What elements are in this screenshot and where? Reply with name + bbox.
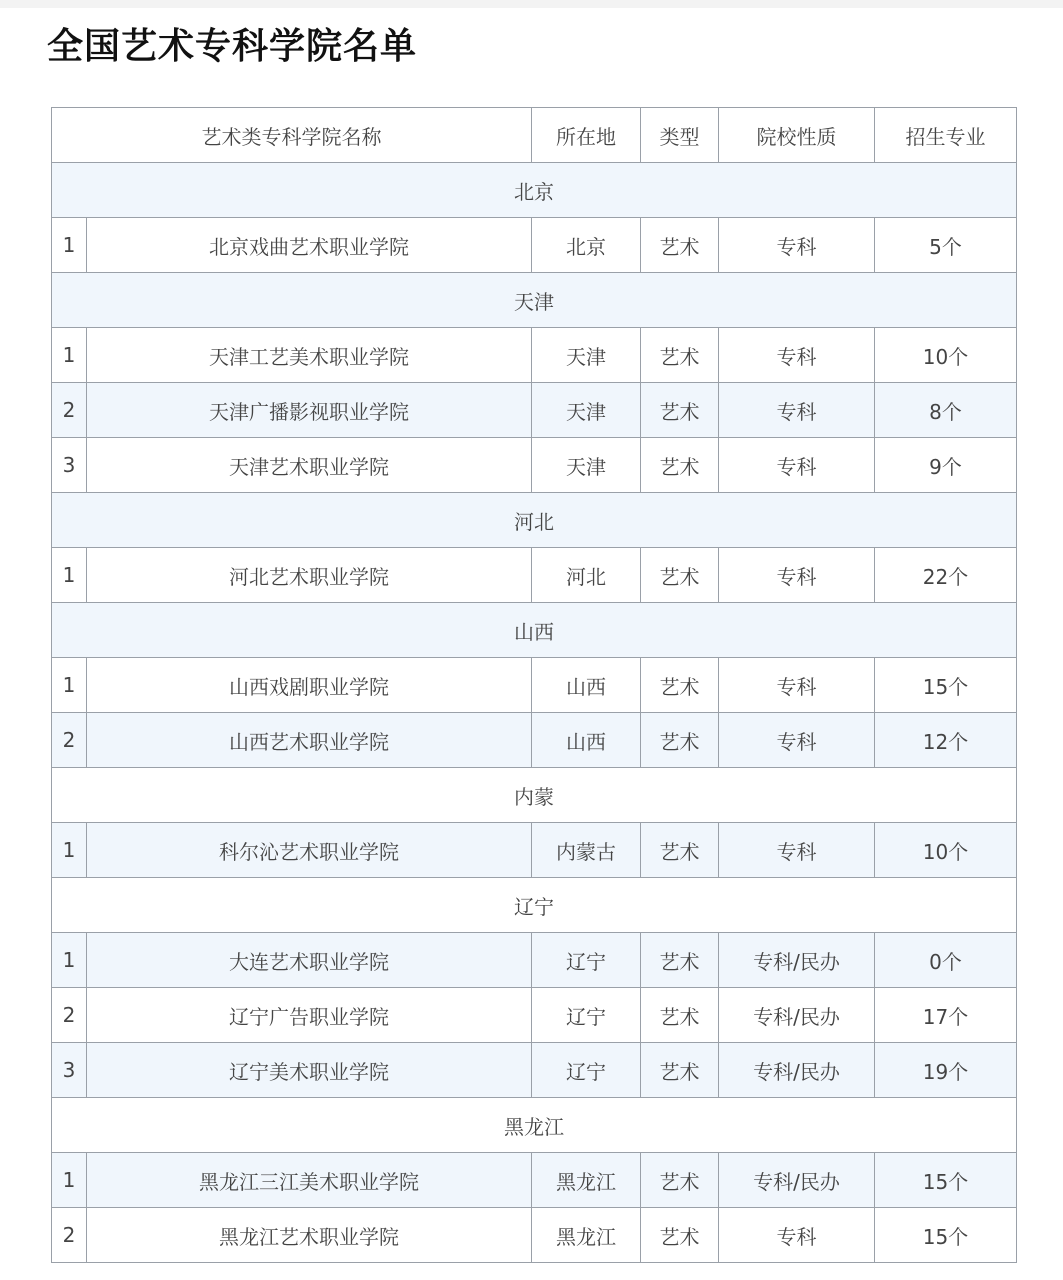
location-cell: 天津 (532, 438, 641, 493)
location-cell: 黑龙江 (532, 1208, 641, 1263)
nature-cell: 专科 (719, 823, 875, 878)
majors-count-cell: 22个 (875, 548, 1017, 603)
row-index: 3 (52, 1043, 87, 1098)
majors-count-cell: 8个 (875, 383, 1017, 438)
region-label: 黑龙江 (52, 1098, 1017, 1153)
majors-count-cell: 9个 (875, 438, 1017, 493)
table-row (52, 933, 1017, 988)
location-cell: 辽宁 (532, 933, 641, 988)
majors-count-cell: 10个 (875, 328, 1017, 383)
header-location: 所在地 (532, 108, 641, 163)
region-label: 天津 (52, 273, 1017, 328)
nature-cell: 专科/民办 (719, 1153, 875, 1208)
majors-count-cell: 15个 (875, 1153, 1017, 1208)
nature-cell: 专科/民办 (719, 988, 875, 1043)
table-row (52, 823, 1017, 878)
type-cell: 艺术 (641, 1153, 719, 1208)
region-row (52, 163, 1017, 218)
table-row (52, 988, 1017, 1043)
region-label: 山西 (52, 603, 1017, 658)
majors-count-cell: 10个 (875, 823, 1017, 878)
college-name-cell: 河北艺术职业学院 (87, 548, 532, 603)
nature-cell: 专科 (719, 713, 875, 768)
type-cell: 艺术 (641, 383, 719, 438)
majors-count-cell: 5个 (875, 218, 1017, 273)
table-row (52, 1153, 1017, 1208)
college-name-cell: 科尔沁艺术职业学院 (87, 823, 532, 878)
table-row (52, 1208, 1017, 1263)
nature-cell: 专科/民办 (719, 1043, 875, 1098)
majors-count-cell: 15个 (875, 658, 1017, 713)
table-row (52, 218, 1017, 273)
type-cell: 艺术 (641, 713, 719, 768)
region-label: 北京 (52, 163, 1017, 218)
nature-cell: 专科 (719, 658, 875, 713)
region-label: 内蒙 (52, 768, 1017, 823)
nature-cell: 专科 (719, 328, 875, 383)
nature-cell: 专科 (719, 218, 875, 273)
location-cell: 辽宁 (532, 988, 641, 1043)
table-row (52, 438, 1017, 493)
table-row (52, 383, 1017, 438)
college-name-cell: 辽宁广告职业学院 (87, 988, 532, 1043)
region-row (52, 603, 1017, 658)
row-index: 1 (52, 548, 87, 603)
nature-cell: 专科 (719, 548, 875, 603)
location-cell: 山西 (532, 713, 641, 768)
location-cell: 山西 (532, 658, 641, 713)
type-cell: 艺术 (641, 988, 719, 1043)
row-index: 2 (52, 713, 87, 768)
location-cell: 黑龙江 (532, 1153, 641, 1208)
region-label: 河北 (52, 493, 1017, 548)
region-row (52, 273, 1017, 328)
location-cell: 北京 (532, 218, 641, 273)
header-nature: 院校性质 (719, 108, 875, 163)
college-name-cell: 天津广播影视职业学院 (87, 383, 532, 438)
type-cell: 艺术 (641, 218, 719, 273)
art-college-table (51, 107, 1017, 1263)
table-row (52, 328, 1017, 383)
region-row (52, 768, 1017, 823)
table-row (52, 548, 1017, 603)
table-row (52, 1043, 1017, 1098)
row-index: 1 (52, 823, 87, 878)
header-college-name: 艺术类专科学院名称 (52, 108, 532, 163)
college-name-cell: 山西艺术职业学院 (87, 713, 532, 768)
table-header-row (52, 108, 1017, 163)
region-row (52, 1098, 1017, 1153)
location-cell: 河北 (532, 548, 641, 603)
type-cell: 艺术 (641, 1043, 719, 1098)
majors-count-cell: 19个 (875, 1043, 1017, 1098)
row-index: 1 (52, 328, 87, 383)
nature-cell: 专科 (719, 383, 875, 438)
type-cell: 艺术 (641, 548, 719, 603)
location-cell: 内蒙古 (532, 823, 641, 878)
type-cell: 艺术 (641, 1208, 719, 1263)
location-cell: 天津 (532, 328, 641, 383)
college-name-cell: 北京戏曲艺术职业学院 (87, 218, 532, 273)
type-cell: 艺术 (641, 328, 719, 383)
location-cell: 天津 (532, 383, 641, 438)
majors-count-cell: 12个 (875, 713, 1017, 768)
nature-cell: 专科 (719, 1208, 875, 1263)
row-index: 1 (52, 1153, 87, 1208)
row-index: 2 (52, 1208, 87, 1263)
college-name-cell: 天津艺术职业学院 (87, 438, 532, 493)
college-name-cell: 辽宁美术职业学院 (87, 1043, 532, 1098)
type-cell: 艺术 (641, 823, 719, 878)
college-name-cell: 黑龙江三江美术职业学院 (87, 1153, 532, 1208)
table-body (52, 163, 1017, 1263)
header-type: 类型 (641, 108, 719, 163)
header-majors: 招生专业 (875, 108, 1017, 163)
table-row (52, 658, 1017, 713)
nature-cell: 专科/民办 (719, 933, 875, 988)
type-cell: 艺术 (641, 438, 719, 493)
row-index: 1 (52, 218, 87, 273)
region-label: 辽宁 (52, 878, 1017, 933)
majors-count-cell: 0个 (875, 933, 1017, 988)
page-title: 全国艺术专科学院名单 (47, 26, 418, 67)
row-index: 1 (52, 658, 87, 713)
row-index: 2 (52, 383, 87, 438)
nature-cell: 专科 (719, 438, 875, 493)
type-cell: 艺术 (641, 933, 719, 988)
college-name-cell: 天津工艺美术职业学院 (87, 328, 532, 383)
college-name-cell: 山西戏剧职业学院 (87, 658, 532, 713)
majors-count-cell: 15个 (875, 1208, 1017, 1263)
majors-count-cell: 17个 (875, 988, 1017, 1043)
top-divider-bar (0, 0, 1063, 8)
row-index: 1 (52, 933, 87, 988)
type-cell: 艺术 (641, 658, 719, 713)
table-row (52, 713, 1017, 768)
region-row (52, 878, 1017, 933)
row-index: 2 (52, 988, 87, 1043)
region-row (52, 493, 1017, 548)
row-index: 3 (52, 438, 87, 493)
location-cell: 辽宁 (532, 1043, 641, 1098)
college-name-cell: 黑龙江艺术职业学院 (87, 1208, 532, 1263)
college-name-cell: 大连艺术职业学院 (87, 933, 532, 988)
